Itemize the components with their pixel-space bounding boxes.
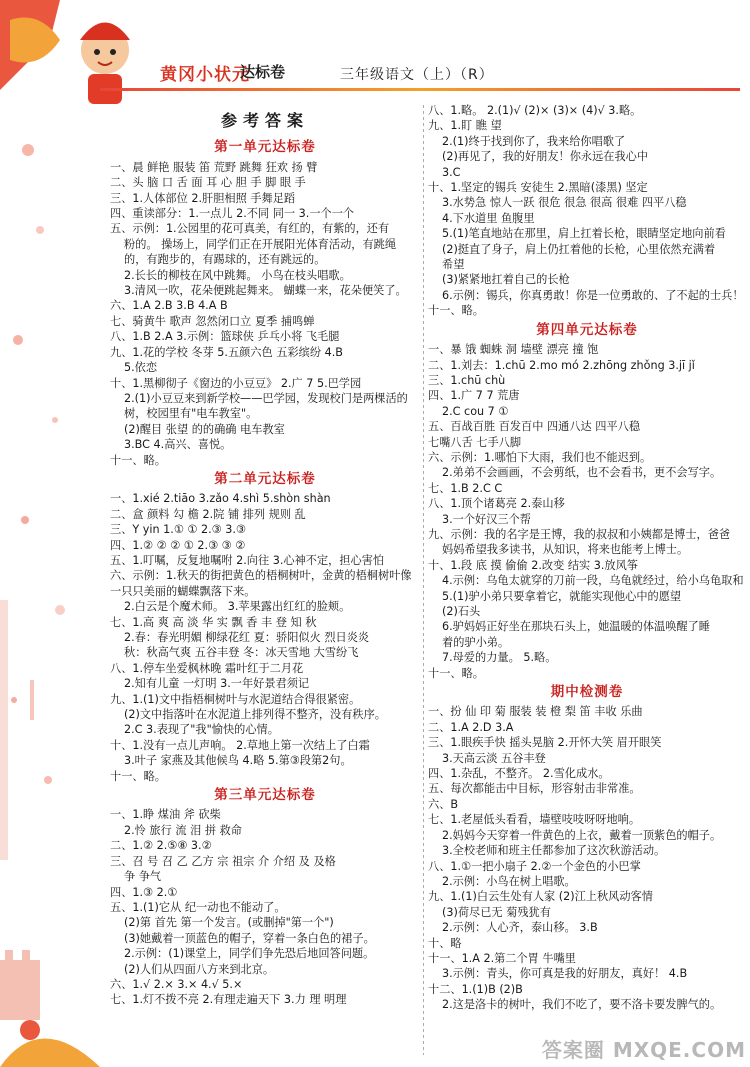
- answer-line: 二、头 脑 口 舌 面 耳 心 胆 手 脚 眼 手: [110, 176, 306, 190]
- brand-logo-text: 黄冈小状元: [160, 65, 250, 85]
- answer-line: 妈妈希望我多读书，从知识，将来也能考上博士。: [442, 543, 689, 557]
- answer-line: (3)紧紧地扛着自己的长枪: [442, 273, 570, 287]
- answer-line: 粉的。 操场上，同学们正在开展阳光体育活动，有跳绳: [124, 237, 397, 251]
- answer-line: 五、每次都能击中目标，形容射击非常准。: [428, 782, 641, 796]
- answer-line: 二、盒 颜料 勾 檐 2.院 铺 排列 规则 乱: [110, 507, 306, 521]
- answer-line: 十一、略。: [110, 769, 166, 783]
- answer-line: 八、1.略。 2.(1)√ (2)× (3)× (4)√ 3.略。: [428, 104, 642, 117]
- answer-line: 一、暴 饿 蜘蛛 洞 墙壁 漂亮 撞 饱: [428, 343, 599, 357]
- answer-line: 四、1.③ 2.①: [110, 885, 178, 899]
- answer-line: 六、示例：1.哪怕下大雨，我们也不能迟到。: [428, 450, 652, 464]
- answer-line: 2.(1)终于找到你了，我来给你唱歌了: [442, 134, 626, 148]
- answer-line: 九、1.(1)白云生处有人家 (2)江上秋风动客情: [428, 890, 653, 904]
- answer-line: 七、1.高 爽 高 淡 华 实 飘 香 丰 登 知 秋: [110, 615, 317, 629]
- answer-line: 2.知有儿童 一灯明 3.一年好景君须记: [124, 677, 310, 691]
- answer-line: (2)人们从四面八方来到北京。: [124, 962, 275, 976]
- answer-line: 八、1.B 2.A 3.示例：篮球侠 乒乓小将 飞毛腿: [110, 330, 340, 344]
- answer-line: 2.妈妈今天穿着一件黄色的上衣，戴着一顶紫色的帽子。: [442, 828, 722, 842]
- answer-line: 着的驴小弟。: [442, 635, 510, 649]
- answer-line: 2.C 3.表现了"我"愉快的心情。: [124, 723, 279, 737]
- answer-line: 5.(1)驴小弟只要拿着它，就能实现他心中的愿望: [442, 589, 682, 603]
- answer-line: 四、1.杂乱，不整齐。 2.雪化成水。: [428, 767, 610, 781]
- answer-line: 二、1.刘去：1.chū 2.mo mó 2.zhōng zhǒng 3.jī jǐ: [428, 358, 695, 372]
- answer-line: 十、1.没有一点儿声响。 2.草地上第一次结上了白霜: [110, 738, 370, 752]
- answer-line: 5.依恋: [124, 361, 158, 375]
- answer-line: 7.母爱的力量。 5.略。: [442, 651, 557, 665]
- answer-line: 十、略: [428, 936, 462, 950]
- unit1-title: 第一单元达标卷: [214, 139, 316, 156]
- site-watermark: 答案圈 MXQE.COM: [541, 1038, 746, 1062]
- answer-line: (2)石头: [442, 605, 481, 618]
- answer-line: 2.(1)小豆豆来到新学校——巴学园，发现校门是两棵活的: [124, 391, 408, 405]
- answer-line: 四、1.广 7 7 荒唐: [428, 389, 520, 403]
- answer-line: 2.C cou 7 ①: [442, 404, 509, 418]
- answer-line: 六、1.A 2.B 3.B 4.A B: [110, 299, 228, 313]
- answer-line: (2)文中指落叶在水泥道上排列得不整齐，没有秩序。: [124, 708, 386, 722]
- answer-line: 七、1.老屋低头看看，墙壁吱吱呀呀地响。: [428, 813, 641, 827]
- answer-line: 九、1.盯 瞧 望: [428, 119, 502, 133]
- unit1-answers: [110, 160, 420, 468]
- answer-line: 的，有跑步的，有踢球的，还有跳远的。: [124, 253, 326, 267]
- decorative-castle-illustration: [0, 900, 100, 1067]
- answer-line: 五、百战百胜 百发百中 四通八达 四平八稳: [428, 420, 641, 434]
- right-column: [428, 103, 746, 1013]
- answer-line: 2.示例：(1)课堂上，同学们争先恐后地回答问题。: [124, 947, 375, 961]
- page-title: 参考答案: [220, 111, 309, 130]
- answer-line: 二、1.② 2.⑤⑧ 3.②: [110, 839, 212, 853]
- answer-line: 2.弟弟不会画画，不会剪纸，也不会看书，更不会写字。: [442, 466, 722, 480]
- answer-line: 5.(1)笔直地站在那里，肩上扛着长枪，眼睛坚定地向前看: [442, 227, 726, 241]
- answer-line: 2.示例：人心齐，泰山移。 3.B: [442, 921, 598, 935]
- unit4-title: 第四单元达标卷: [536, 321, 638, 338]
- answer-line: 一只只美丽的蝴蝶飘落下来。: [110, 584, 256, 598]
- answer-line: 秋：秋高气爽 五谷丰登 冬：冰天雪地 大雪纷飞: [124, 646, 359, 660]
- answer-line: 三、1.眼疾手快 摇头晃脑 2.开怀大笑 眉开眼笑: [428, 736, 662, 750]
- answer-line: 一、扮 仙 印 菊 服装 装 橙 梨 笛 丰收 乐曲: [428, 705, 643, 719]
- subject-label: 三年级语文（上）（R）: [340, 67, 494, 83]
- answer-line: 2.示例：小鸟在树上唱歌。: [442, 874, 576, 888]
- answer-line: (3)荷尽已无 菊残犹有: [442, 905, 551, 919]
- answer-line: 3.BC 4.高兴、喜悦。: [124, 438, 232, 452]
- answer-line: 十、1.坚定的锡兵 安徒生 2.黑暗(漆黑) 坚定: [428, 181, 648, 195]
- answer-line: 七嘴八舌 七手八脚: [428, 435, 522, 449]
- answer-line: 三、1.chū chù: [428, 373, 506, 387]
- brand-suffix: 达标卷: [240, 63, 286, 81]
- answer-line: 十一、略。: [110, 453, 166, 467]
- answer-line: 十二、1.(1)B (2)B: [428, 982, 523, 996]
- answer-line: 十一、1.A 2.第二个胃 牛嘴里: [428, 951, 576, 965]
- answer-line: 一、晨 鲜艳 服装 笛 荒野 跳舞 狂欢 扬 臂: [110, 160, 318, 174]
- answer-line: 八、1.顶个诸葛亮 2.泰山移: [428, 497, 565, 511]
- answer-line: 三、Y yin 1.① ① 2.③ 3.③: [110, 523, 246, 537]
- answer-line: (2)第 首先 第一个发言。(或删掉"第一个"): [124, 916, 334, 930]
- answer-line: 6.示例：锡兵，你真勇敢！你是一位勇敢的、了不起的士兵！: [442, 288, 744, 302]
- answer-line: 三、召 号 召 乙 乙方 宗 祖宗 介 介绍 及 及格: [110, 854, 336, 868]
- answer-line: 八、1.停车坐爱枫林晚 霜叶红于二月花: [110, 661, 304, 675]
- column-divider: [423, 105, 424, 1055]
- answer-line: 五、示例：1.公园里的花可真美，有红的，有紫的，还有: [110, 222, 390, 236]
- answer-line: 2.怜 旅行 流 泪 拼 救命: [124, 823, 242, 837]
- midterm-answers: [428, 704, 746, 1012]
- answer-line: 2.长长的柳枝在风中跳舞。 小鸟在枝头唱歌。: [124, 268, 351, 282]
- answer-line: 4.示例：乌龟太就穿的刀前一段，乌龟就经过，给小乌龟取和: [442, 574, 744, 588]
- answer-line: 十、1.黑柳彻子《窗边的小豆豆》 2.广 7 5.巴学园: [110, 376, 362, 390]
- answer-line: 五、1.叮嘱，反复地嘱咐 2.向往 3.心神不定，担心害怕: [110, 553, 385, 567]
- answer-line: 二、1.A 2.D 3.A: [428, 720, 514, 734]
- unit3-answers: [110, 807, 420, 1007]
- answer-line: (3)她戴着一顶蓝色的帽子，穿着一条白色的裙子。: [124, 931, 375, 945]
- answer-line: 十一、略。: [428, 304, 484, 318]
- answer-line: 3.清风一吹，花朵便跳起舞来。 蝴蝶一来，花朵便笑了。: [124, 284, 407, 298]
- answer-line: 十一、略。: [428, 666, 484, 680]
- page-header: [100, 50, 740, 100]
- unit3-answers-continued: [428, 103, 746, 319]
- answer-line: 2.这是洛卡的树叶，我们不吃了，要不洛卡要发脾气的。: [442, 998, 722, 1012]
- answer-line: 六、B: [428, 797, 459, 811]
- answer-line: (2)挺直了身子，肩上仍扛着他的长枪，心里依然充满着: [442, 242, 716, 256]
- answer-line: 树，校园里有"电车教室"。: [124, 407, 258, 421]
- answer-line: 2.春：春光明媚 柳绿花红 夏：骄阳似火 烈日炎炎: [124, 631, 370, 644]
- answer-line: 3.一个好汉三个帮: [442, 512, 531, 526]
- answer-line: 4.下水道里 鱼腹里: [442, 211, 535, 225]
- answer-line: 七、1.灯不拨不亮 2.有理走遍天下 3.力 理 明理: [110, 993, 347, 1007]
- answer-line: 3.全校老师和班主任都参加了这次秋游活动。: [442, 844, 666, 858]
- unit2-title: 第二单元达标卷: [214, 470, 316, 487]
- answer-line: 3.水势急 惊人一跃 很危 很急 很高 很难 四平八稳: [442, 196, 687, 210]
- answer-line: 七、1.B 2.C C: [428, 481, 503, 495]
- answer-line: 3.示例：青头，你可真是我的好朋友，真好！ 4.B: [442, 967, 688, 981]
- answer-line: 十、1.段 底 摸 偷偷 2.改变 结实 3.放风筝: [428, 558, 638, 572]
- answer-line: (2)醒目 张望 的的确确 电车教室: [124, 422, 285, 436]
- answer-line: 九、1.(1)文中指梧桐树叶与水泥道结合得很紧密。: [110, 692, 361, 706]
- answer-line: 七、骑黄牛 歌声 忽然闭口立 夏季 捕鸣蝉: [110, 314, 315, 328]
- answer-line: 3.叶子 家燕及其他候鸟 4.略 5.第③段第2句。: [124, 754, 352, 768]
- left-column: [110, 103, 420, 1008]
- unit2-answers: [110, 491, 420, 784]
- answer-line: 争 争气: [124, 870, 162, 884]
- answer-line: 九、示例：我的名字是王博，我的叔叔和小姨都是博士，爸爸: [428, 527, 731, 541]
- header-rule: [100, 88, 740, 91]
- answer-line: 九、1.花的学校 冬芽 5.五颜六色 五彩缤纷 4.B: [110, 345, 343, 359]
- answer-line: 希望: [442, 258, 465, 272]
- answer-line: 五、1.(1)它从 纪一动也不能动了。: [110, 900, 286, 914]
- answer-line: 一、1.xié 2.tiāo 3.zǎo 4.shì 5.shòn shàn: [110, 492, 331, 506]
- answer-line: 6.驴妈妈正好坐在那块石头上，她温暖的体温唤醒了睡: [442, 620, 710, 634]
- answer-line: 一、1.睁 煤油 斧 砍柴: [110, 808, 221, 822]
- answer-line: 3.C: [442, 165, 461, 179]
- answer-line: 2.白云是个魔术师。 3.苹果露出红红的脸颊。: [124, 600, 351, 614]
- midterm-title: 期中检测卷: [550, 684, 624, 701]
- unit3-title: 第三单元达标卷: [214, 787, 316, 804]
- answer-line: 六、示例：1.秋天的街把黄色的梧桐树叶，金黄的梧桐树叶像: [110, 569, 412, 583]
- answer-line: (2)再见了，我的好朋友！你永远在我心中: [442, 150, 649, 164]
- answer-line: 四、1.② ② ② ① 2.③ ③ ②: [110, 538, 246, 552]
- answer-line: 三、1.人体部位 2.肝胆相照 手舞足蹈: [110, 191, 296, 205]
- answer-line: 3.天高云淡 五谷丰登: [442, 751, 546, 765]
- answer-line: 六、1.√ 2.× 3.× 4.√ 5.×: [110, 977, 243, 991]
- answer-line: 四、重读部分：1.一点儿 2.不同 同一 3.一个一个: [110, 207, 355, 221]
- answer-line: 八、1.①一把小扇子 2.②一个金色的小巴掌: [428, 859, 641, 873]
- unit4-answers: [428, 342, 746, 681]
